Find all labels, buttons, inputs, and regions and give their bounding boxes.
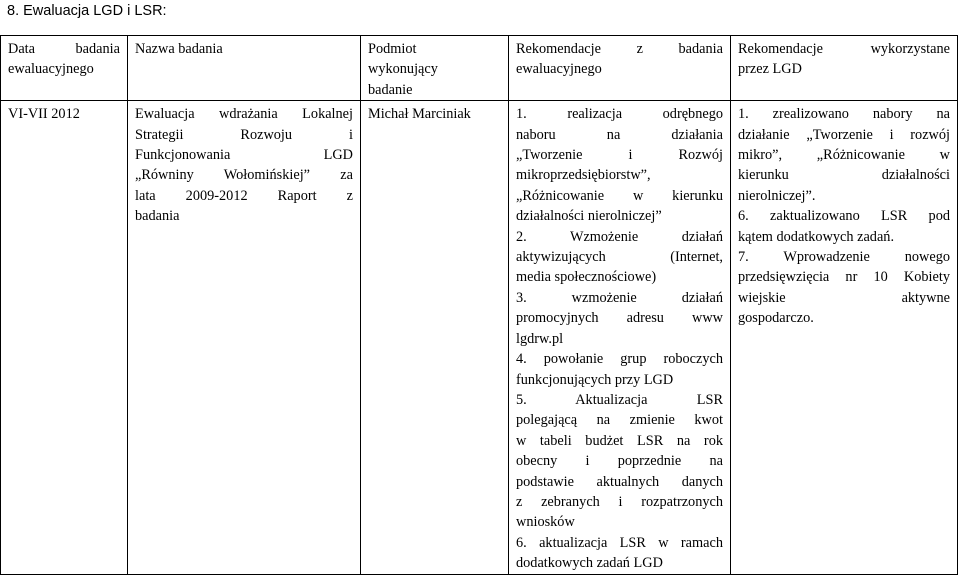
recommendation-line: w tabeli budżet LSR na rok [516,432,723,449]
used-line: nierolniczej”. [738,187,816,204]
header-name-line-1: Nazwa badania [135,41,223,57]
recommendation-line: polegającą na zmienie kwot [516,412,723,429]
cell-name [128,101,361,574]
used-line: wiejskie aktywne [738,289,950,306]
recommendation-line: dodatkowych zadań LGD [516,555,663,572]
header-date-cell [1,36,128,101]
header-used-cell [731,36,958,101]
used-line: gospodarczo. [738,310,814,327]
header-performer-line-1: Podmiot [368,41,417,57]
recommendation-line: obecny i poprzednie na [516,453,723,470]
used-line: mikro”, „Różnicowanie w [738,147,950,164]
used-line: działanie „Tworzenie i rozwój [738,126,950,143]
recommendation-line: 1. realizacja odrębnego [516,106,723,123]
used-line: przedsięwzięcia nr 10 Kobiety [738,269,950,286]
name-line: lata 2009-2012 Raport z [135,187,353,204]
recommendation-line: 5. Aktualizacja LSR [516,391,723,408]
recommendation-line: 2. Wzmożenie działań [516,228,723,245]
section-heading: 8. Ewaluacja LGD i LSR: [7,3,167,19]
recommendation-line: naboru na działania [516,126,723,143]
recommendation-line: działalności nierolniczej” [516,208,662,225]
cell-performer [361,101,509,574]
recommendation-line: „Tworzenie i Rozwój [516,147,723,164]
header-performer-line-2: wykonujący [368,61,438,78]
recommendation-line: promocyjnych adresu www [516,310,723,327]
recommendation-line: lgdrw.pl [516,330,564,347]
header-date-line-2: ewaluacyjnego [8,61,94,78]
recommendation-line: funkcjonujących przy LGD [516,371,674,388]
used-line: 7. Wprowadzenie nowego [738,249,950,266]
header-name-cell [128,36,361,101]
name-line: „Równiny Wołomińskiej” za [135,167,353,184]
cell-used [731,101,958,574]
header-recommendations-cell [509,36,731,101]
header-performer-line-3: badanie [368,81,413,98]
used-line: kątem dodatkowych zadań. [738,228,895,245]
evaluation-table [0,35,958,575]
recommendation-line: media społecznościowe) [516,269,657,286]
used-line: kierunku działalności [738,167,950,184]
recommendation-line: mikroprzedsiębiorstw”, [516,167,651,184]
recommendation-line: 4. powołanie grup roboczych [516,351,723,368]
cell-date [1,101,128,574]
table-row [1,101,958,574]
table-header-row [1,36,958,101]
header-recommendations-line-2: ewaluacyjnego [516,61,602,78]
recommendation-line: „Różnicowanie w kierunku [516,187,723,204]
name-line: Strategii Rozwoju i [135,126,353,143]
performer-name: Michał Marciniak [368,106,471,123]
header-performer-cell [361,36,509,101]
recommendation-line: 6. aktualizacja LSR w ramach [516,534,723,551]
recommendation-line: 3. wzmożenie działań [516,289,723,306]
evaluation-date: VI-VII 2012 [8,106,80,123]
recommendation-line: aktywizujących (Internet, [516,249,723,266]
header-used-line-2: przez LGD [738,61,802,78]
name-line: Funkcjonowania LGD [135,147,353,164]
header-used-line-1: Rekomendacje wykorzystane [738,41,950,57]
header-recommendations-line-1: Rekomendacje z badania [516,41,723,57]
used-line: 1. zrealizowano nabory na [738,106,950,123]
name-line: badania [135,208,180,225]
recommendation-line: z zebranych i rozpatrzonych [516,493,723,510]
recommendation-line: podstawie aktualnych danych [516,473,723,490]
header-date-line-1: Data badania [8,41,120,57]
name-line: Ewaluacja wdrażania Lokalnej [135,106,353,123]
recommendation-line: wniosków [516,514,575,531]
cell-recommendations [509,101,731,574]
used-line: 6. zaktualizowano LSR pod [738,208,950,225]
